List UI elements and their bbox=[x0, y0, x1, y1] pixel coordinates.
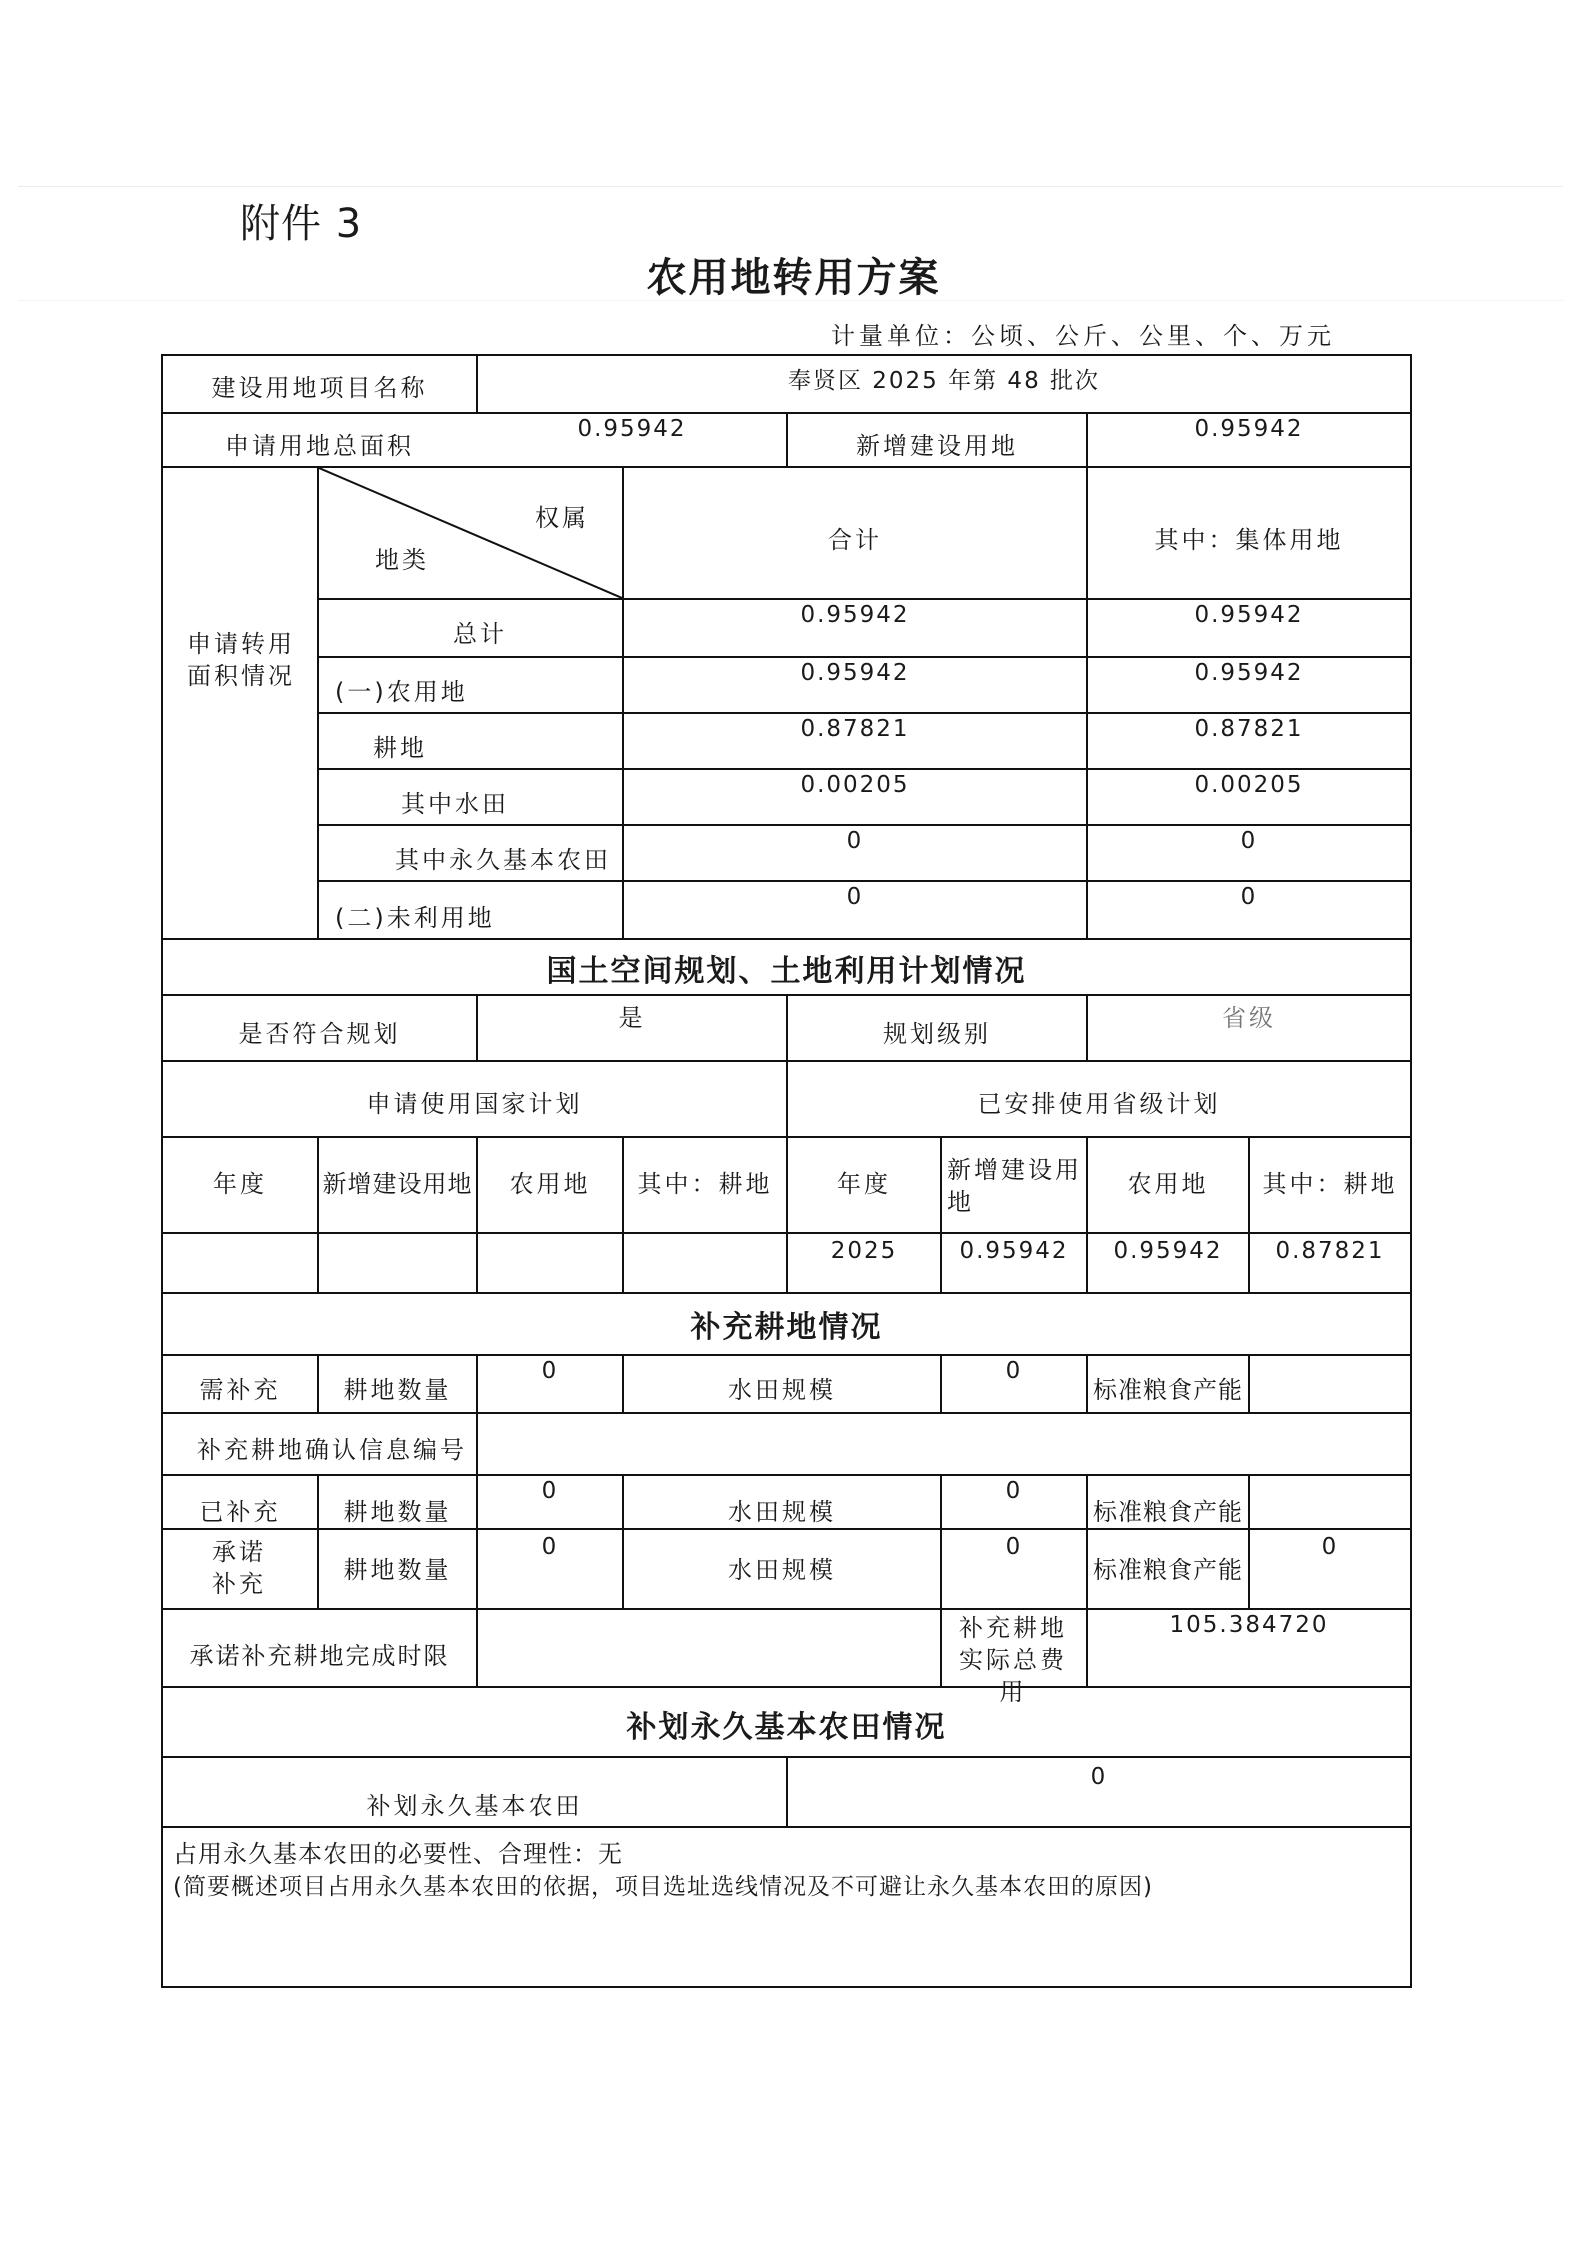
paddy-scale-label: 水田规模 bbox=[728, 1556, 836, 1584]
provincial-new-construction: 0.95942 bbox=[959, 1238, 1069, 1264]
scan-divider bbox=[18, 186, 1563, 187]
national-plan-label: 申请使用国家计划 bbox=[366, 1090, 583, 1118]
col-year: 年度 bbox=[213, 1170, 267, 1198]
row-label: (一)农用地 bbox=[335, 678, 468, 706]
conform-value: 是 bbox=[618, 1004, 646, 1032]
col-cultivated: 其中：耕地 bbox=[637, 1170, 773, 1198]
row-collective: 0.95942 bbox=[1194, 660, 1304, 686]
promise-paddy: 0 bbox=[1005, 1534, 1023, 1560]
conform-label: 是否符合规划 bbox=[238, 1020, 401, 1048]
permanent-label: 补划永久基本农田 bbox=[366, 1792, 583, 1820]
row-total: 0 bbox=[846, 884, 864, 910]
planning-heading: 国土空间规划、土地利用计划情况 bbox=[546, 954, 1027, 989]
col-agricultural: 农用地 bbox=[1127, 1170, 1209, 1198]
col-total-header: 合计 bbox=[828, 526, 882, 554]
row-collective: 0 bbox=[1240, 884, 1258, 910]
promise-label: 承诺补充 bbox=[212, 1538, 266, 1598]
diagonal-header-line bbox=[319, 468, 622, 598]
need-paddy: 0 bbox=[1005, 1358, 1023, 1384]
row-total: 0.95942 bbox=[800, 602, 910, 628]
project-name-label: 建设用地项目名称 bbox=[211, 374, 428, 402]
done-label: 已补充 bbox=[199, 1498, 281, 1526]
cultivated-qty-label: 耕地数量 bbox=[343, 1498, 452, 1526]
done-paddy: 0 bbox=[1005, 1478, 1023, 1504]
cost-label: 补充耕地实际总费用 bbox=[959, 1614, 1067, 1706]
necessity-note: (简要概述项目占用永久基本农田的依据，项目选址选线情况及不可避让永久基本农田的原因) bbox=[173, 1874, 1153, 1900]
cost-value: 105.384720 bbox=[1169, 1612, 1329, 1638]
level-label: 规划级别 bbox=[883, 1020, 991, 1048]
new-construction-label: 新增建设用地 bbox=[856, 432, 1018, 460]
deadline-label: 承诺补充耕地完成时限 bbox=[189, 1642, 450, 1670]
paddy-scale-label: 水田规模 bbox=[728, 1498, 836, 1526]
supplement-heading: 补充耕地情况 bbox=[690, 1310, 883, 1345]
row-label: 耕地 bbox=[373, 734, 427, 762]
row-total: 0.95942 bbox=[800, 660, 910, 686]
cultivated-qty-label: 耕地数量 bbox=[343, 1376, 452, 1404]
total-area-label: 申请用地总面积 bbox=[225, 432, 414, 460]
grain-capacity-label: 标准粮食产能 bbox=[1093, 1376, 1243, 1404]
header-landtype: 地类 bbox=[375, 546, 429, 574]
row-total: 0 bbox=[846, 828, 864, 854]
necessity-text: 占用永久基本农田的必要性、合理性：无 bbox=[173, 1840, 623, 1868]
permanent-value: 0 bbox=[1090, 1764, 1108, 1790]
col-agricultural: 农用地 bbox=[509, 1170, 591, 1198]
done-cultivated: 0 bbox=[541, 1478, 559, 1504]
header-ownership: 权属 bbox=[535, 504, 589, 532]
grain-capacity-label: 标准粮食产能 bbox=[1093, 1556, 1243, 1584]
total-area-value: 0.95942 bbox=[577, 416, 687, 442]
project-name-value: 奉贤区 2025 年第 48 批次 bbox=[787, 368, 1101, 394]
provincial-year: 2025 bbox=[830, 1238, 898, 1264]
conversion-section-label: 申请转用面积情况 bbox=[187, 630, 295, 690]
need-label: 需补充 bbox=[199, 1376, 281, 1404]
col-new-construction: 新增建设用地 bbox=[322, 1170, 473, 1198]
col-collective-header: 其中：集体用地 bbox=[1154, 526, 1344, 554]
col-cultivated: 其中：耕地 bbox=[1262, 1170, 1398, 1198]
level-value: 省级 bbox=[1222, 1004, 1276, 1032]
row-total: 0.00205 bbox=[800, 772, 910, 798]
row-label: 其中永久基本农田 bbox=[395, 846, 611, 874]
provincial-cultivated: 0.87821 bbox=[1275, 1238, 1385, 1264]
row-collective: 0.00205 bbox=[1194, 772, 1304, 798]
unit-line: 计量单位：公顷、公斤、公里、个、万元 bbox=[831, 322, 1335, 350]
paddy-scale-label: 水田规模 bbox=[728, 1376, 836, 1404]
row-collective: 0.95942 bbox=[1194, 602, 1304, 628]
row-label: (二)未利用地 bbox=[335, 904, 495, 932]
col-new-construction: 新增建设用地 bbox=[947, 1156, 1082, 1216]
promise-grain: 0 bbox=[1321, 1534, 1339, 1560]
document-title: 农用地转用方案 bbox=[646, 254, 941, 301]
row-collective: 0.87821 bbox=[1194, 716, 1304, 742]
row-label: 总计 bbox=[453, 620, 507, 648]
grain-capacity-label: 标准粮食产能 bbox=[1093, 1498, 1243, 1526]
confirm-id-label: 补充耕地确认信息编号 bbox=[197, 1436, 467, 1464]
new-construction-value: 0.95942 bbox=[1194, 416, 1304, 442]
provincial-plan-label: 已安排使用省级计划 bbox=[977, 1090, 1221, 1118]
promise-cultivated: 0 bbox=[541, 1534, 559, 1560]
permanent-heading: 补划永久基本农田情况 bbox=[626, 1710, 947, 1745]
provincial-agricultural: 0.95942 bbox=[1113, 1238, 1223, 1264]
cultivated-qty-label: 耕地数量 bbox=[343, 1556, 452, 1584]
col-year: 年度 bbox=[837, 1170, 891, 1198]
row-total: 0.87821 bbox=[800, 716, 910, 742]
row-collective: 0 bbox=[1240, 828, 1258, 854]
need-cultivated: 0 bbox=[541, 1358, 559, 1384]
attachment-label: 附件 3 bbox=[240, 201, 363, 247]
row-label: 其中水田 bbox=[401, 790, 509, 818]
conversion-table bbox=[161, 354, 1412, 1988]
